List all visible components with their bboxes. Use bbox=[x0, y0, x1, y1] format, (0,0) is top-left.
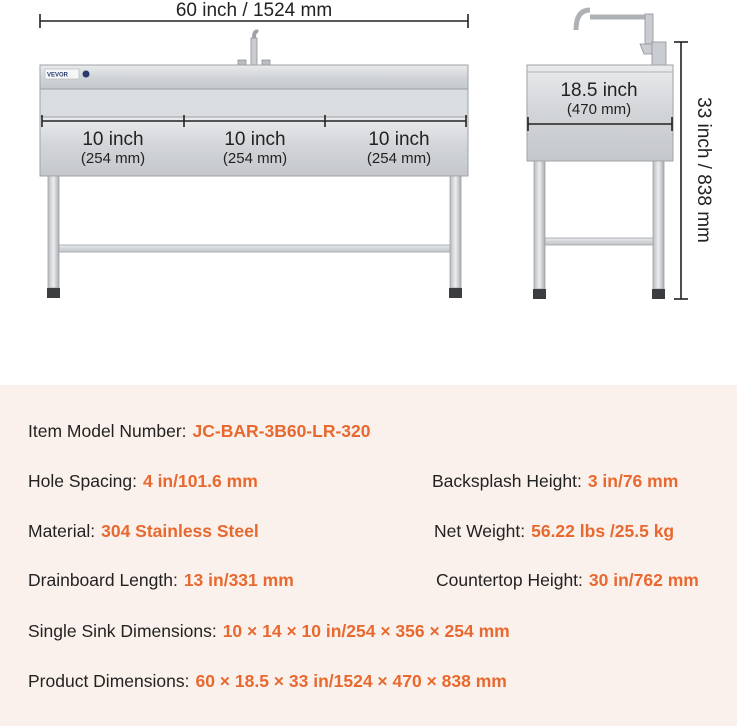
side-legs bbox=[533, 161, 665, 299]
badge-icon bbox=[83, 71, 90, 78]
spec-single-sink-label: Single Sink Dimensions: bbox=[28, 621, 217, 641]
spec-material bbox=[28, 521, 259, 542]
spec-backsplash-value: 3 in/76 mm bbox=[587, 471, 679, 491]
spec-product-dims-value: 60 × 18.5 × 33 in/1524 × 470 × 838 mm bbox=[195, 671, 507, 691]
brand-logo-text: VEVOR bbox=[47, 72, 69, 79]
compartment-2-mm: (254 mm) bbox=[222, 150, 288, 167]
depth-mm: (470 mm) bbox=[566, 101, 632, 118]
compartment-3-inch: 10 inch bbox=[368, 129, 430, 150]
spec-net-weight-label: Net Weight: bbox=[434, 521, 526, 541]
side-faucet bbox=[576, 10, 666, 66]
spec-net-weight bbox=[434, 521, 674, 542]
spec-countertop bbox=[436, 570, 699, 591]
spec-single-sink bbox=[28, 621, 510, 642]
compartment-3-mm: (254 mm) bbox=[366, 150, 432, 167]
deck bbox=[40, 89, 468, 117]
compartment-2-inch: 10 inch bbox=[224, 129, 286, 150]
spec-countertop-label: Countertop Height: bbox=[436, 570, 583, 590]
spec-net-weight-value: 56.22 lbs /25.5 kg bbox=[531, 521, 675, 541]
spec-drainboard-value: 13 in/331 mm bbox=[183, 570, 294, 590]
spec-single-sink-value: 10 × 14 × 10 in/254 × 356 × 254 mm bbox=[222, 621, 510, 641]
side-view bbox=[527, 10, 688, 299]
backsplash bbox=[40, 65, 468, 89]
spec-backsplash-label: Backsplash Height: bbox=[432, 471, 582, 491]
spec-hole-spacing-label: Hole Spacing: bbox=[28, 471, 137, 491]
spec-material-label: Material: bbox=[28, 521, 96, 541]
compartment-1-mm: (254 mm) bbox=[80, 150, 146, 167]
spec-panel bbox=[0, 385, 737, 726]
depth-inch: 18.5 inch bbox=[560, 80, 638, 101]
spec-product-dims bbox=[28, 671, 507, 692]
spec-drainboard bbox=[28, 570, 294, 591]
spec-model-label: Item Model Number: bbox=[28, 421, 187, 441]
spec-drainboard-label: Drainboard Length: bbox=[28, 570, 178, 590]
height-label: 33 inch / 838 mm bbox=[693, 97, 714, 243]
height-dimension-line bbox=[674, 42, 688, 299]
compartment-1-inch: 10 inch bbox=[82, 129, 144, 150]
spec-backsplash bbox=[432, 471, 678, 492]
spec-model bbox=[28, 421, 371, 442]
spec-model-value: JC-BAR-3B60-LR-320 bbox=[192, 421, 371, 441]
spec-product-dims-label: Product Dimensions: bbox=[28, 671, 190, 691]
spec-hole-spacing-value: 4 in/101.6 mm bbox=[142, 471, 258, 491]
front-legs bbox=[47, 176, 462, 298]
width-label: 60 inch / 1524 mm bbox=[175, 0, 333, 21]
spec-countertop-value: 30 in/762 mm bbox=[588, 570, 699, 590]
spec-material-value: 304 Stainless Steel bbox=[101, 521, 259, 541]
spec-hole-spacing bbox=[28, 471, 258, 492]
